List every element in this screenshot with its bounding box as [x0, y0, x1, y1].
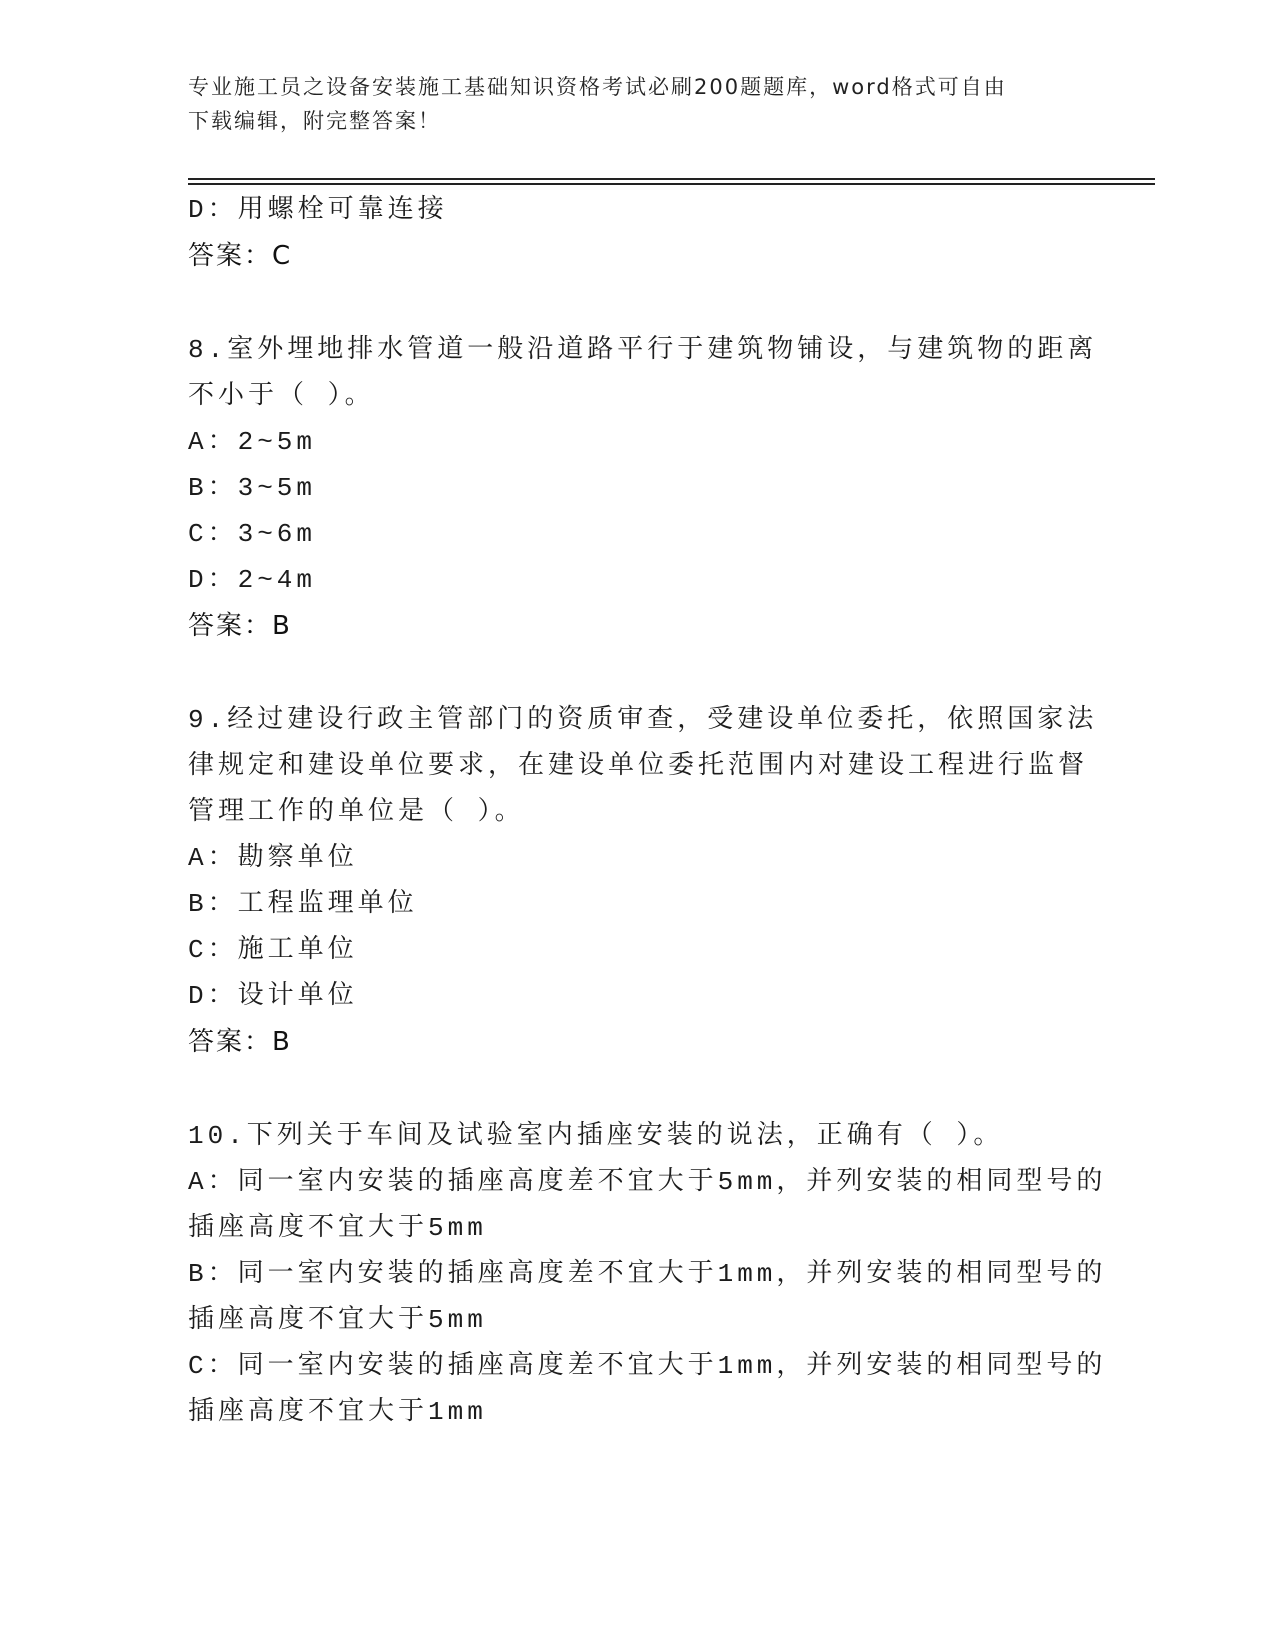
option-b-continued: 插座高度不宜大于5mm — [188, 1305, 487, 1335]
question-stem: 不小于（ ）。 — [188, 381, 375, 411]
option-c: C：施工单位 — [188, 935, 358, 965]
header-line-1: 专业施工员之设备安装施工基础知识资格考试必刷200题题库，word格式可自由 — [188, 75, 1007, 99]
option-a-continued: 插座高度不宜大于5mm — [188, 1213, 487, 1243]
answer-line: 答案：B — [188, 1027, 292, 1057]
header-rule-top — [188, 178, 1155, 180]
header-line-2: 下载编辑，附完整答案！ — [188, 109, 441, 133]
question-stem: 管理工作的单位是（ ）。 — [188, 797, 525, 827]
spacer — [188, 1065, 1088, 1113]
spacer — [188, 649, 1088, 697]
option-b: B：3~5m — [188, 473, 317, 503]
option-d: D：2~4m — [188, 565, 317, 595]
question-stem: 律规定和建设单位要求，在建设单位委托范围内对建设工程进行监督 — [188, 751, 1089, 781]
option-a: A：2~5m — [188, 427, 317, 457]
header-rule-bottom — [188, 183, 1155, 185]
question-stem: 10.下列关于车间及试验室内插座安装的说法，正确有（ ）。 — [188, 1121, 1004, 1151]
answer-line: 答案：C — [188, 241, 293, 271]
option-c-continued: 插座高度不宜大于1mm — [188, 1397, 487, 1427]
question-9 — [188, 697, 1098, 1065]
question-8 — [188, 327, 1098, 649]
option-c: C：3~6m — [188, 519, 317, 549]
option-b: B：同一室内安装的插座高度差不宜大于1mm，并列安装的相同型号的 — [188, 1259, 1107, 1289]
option-b: B：工程监理单位 — [188, 889, 418, 919]
option-c: C：同一室内安装的插座高度差不宜大于1mm，并列安装的相同型号的 — [188, 1351, 1107, 1381]
option-a: A：同一室内安装的插座高度差不宜大于5mm，并列安装的相同型号的 — [188, 1167, 1107, 1197]
question-stem: 9.经过建设行政主管部门的资质审查，受建设单位委托，依照国家法 — [188, 705, 1098, 735]
spacer — [188, 279, 1088, 327]
option-a: A：勘察单位 — [188, 843, 358, 873]
page-header — [188, 70, 1068, 138]
question-10 — [188, 1113, 1107, 1435]
answer-line: 答案：B — [188, 611, 292, 641]
option-d: D：设计单位 — [188, 981, 358, 1011]
option-d: D：用螺栓可靠连接 — [188, 195, 448, 225]
question-stem: 8.室外埋地排水管道一般沿道路平行于建筑物铺设，与建筑物的距离 — [188, 335, 1098, 365]
document-body — [188, 187, 1107, 1435]
